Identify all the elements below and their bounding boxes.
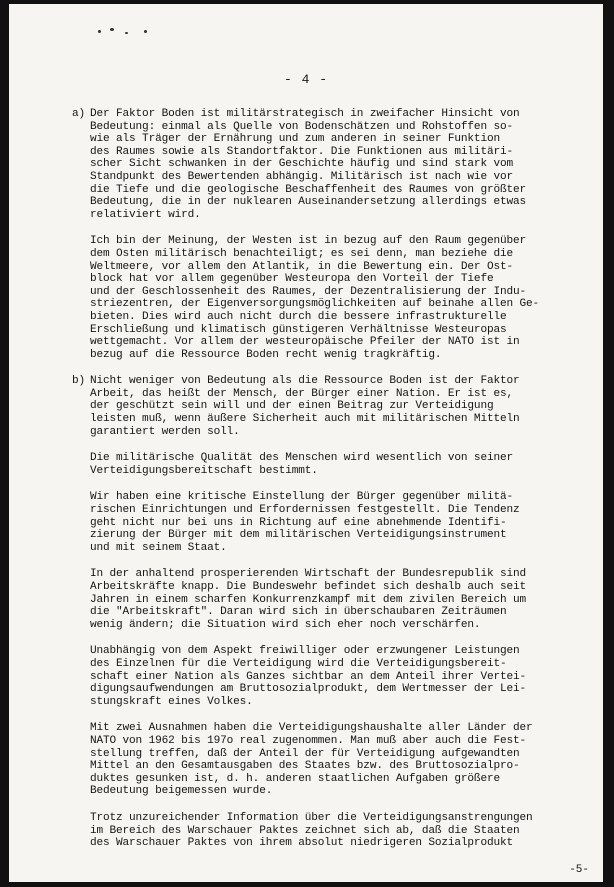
text-line: bezug auf die Ressource Boden recht wenig tragkräftig. xyxy=(90,348,442,361)
text-line: stellung treffen, daß der Anteil der für Verteidigung aufgewandten xyxy=(90,747,520,760)
text-line: und mit seinem Staat. xyxy=(90,541,227,554)
section-a xyxy=(72,108,592,375)
section-a-text xyxy=(90,108,592,375)
document-body xyxy=(72,108,592,864)
text-line: der geschützt sein will und der einen Beitrag zur Verteidigung xyxy=(90,400,494,413)
text-line: Bedeutung beigemessen wurde. xyxy=(90,785,273,798)
text-line: Bedeutung: einmal als Quelle von Bodenschätzen und Rohstoffen so- xyxy=(90,120,513,133)
text-line: relativiert wird. xyxy=(90,208,201,221)
text-line: wie als Träger der Ernährung und zum anderen in seiner Funktion xyxy=(90,133,500,146)
text-line: In der anhaltend prosperierenden Wirtschaft der Bundesrepublik sind xyxy=(90,568,526,581)
text-line: des Raumes sowie als Standortfaktor. Die Funktionen aus militäri- xyxy=(90,145,513,158)
text-line: schaft einer Nation als Ganzes sichtbar an dem Anteil ihrer Vertei- xyxy=(90,670,526,683)
text-line: Arbeit, das heißt der Mensch, der Bürger einer Nation. Er ist es, xyxy=(90,387,513,400)
text-line: Mit zwei Ausnahmen haben die Verteidigungshaushalte aller Länder der xyxy=(90,722,533,735)
text-line: striezentren, der Eigenversorgungsmöglichkeiten auf beinahe allen Ge- xyxy=(90,298,540,311)
text-line: Die militärische Qualität des Menschen wird wesentlich von seiner xyxy=(90,452,513,465)
text-line: rischen Einrichtungen und Erfordernissen festgestellt. Die Tendenz xyxy=(90,504,520,517)
text-line: die Tiefe und die geologische Beschaffenheit des Raumes von größter xyxy=(90,183,526,196)
text-line: bieten. Dies wird auch nicht durch die bessere infrastrukturelle xyxy=(90,310,507,323)
text-line: wenig ändern; die Situation wird sich eher noch verschärfen. xyxy=(90,618,481,631)
section-b xyxy=(72,375,592,863)
paragraph xyxy=(90,812,592,850)
text-line: Nicht weniger von Bedeutung als die Ressource Boden ist der Faktor xyxy=(90,375,520,388)
text-line: Unabhängig von dem Aspekt freiwilliger oder erzwungener Leistungen xyxy=(90,645,520,658)
text-line: Ich bin der Meinung, der Westen ist in bezug auf den Raum gegenüber xyxy=(90,235,526,248)
text-line: scher Sicht schwanken in der Geschichte häufig und sind stark vom xyxy=(90,158,513,171)
page-number: - 4 - xyxy=(283,72,328,87)
text-line: Jahren in einem scharfen Konkurrenzkampf mit dem zivilen Bereich um xyxy=(90,593,526,606)
text-line: des Warschauer Paktes von ihrem absolut niedrigeren Sozialprodukt xyxy=(90,837,513,850)
next-page-marker: -5- xyxy=(569,864,589,876)
text-line: Erschließung und klimatisch günstigeren Verhältnisse Westeuropas xyxy=(90,323,507,336)
text-line: Der Faktor Boden ist militärstrategisch in zweifacher Hinsicht von xyxy=(90,108,520,120)
text-line: Bedeutung, die in der nuklearen Auseinandersetzung allerdings etwas xyxy=(90,196,526,209)
section-b-marker: b) xyxy=(72,375,86,388)
text-line: Mittel an den Gesamtausgaben des Staates bzw. des Bruttosozialpro- xyxy=(90,760,520,773)
text-line: NATO von 1962 bis 197o real zugenommen. Man muß aber auch die Fest- xyxy=(90,734,526,747)
paragraph xyxy=(90,568,592,631)
section-a-marker: a) xyxy=(72,108,86,120)
text-line: Standpunkt des Bewertenden abhängig. Militärisch ist nach wie vor xyxy=(90,170,513,183)
text-line: Arbeitskräfte knapp. Die Bundeswehr befindet sich deshalb auch seit xyxy=(90,581,526,593)
paragraph xyxy=(90,722,592,798)
paragraph xyxy=(90,235,592,361)
text-line: garantiert werden soll. xyxy=(90,425,240,438)
text-line: Trotz unzureichender Information über die Verteidigungsanstrengungen xyxy=(90,811,533,824)
text-line: digungsaufwendungen am Bruttosozialprodukt, dem Wertmesser der Lei- xyxy=(90,683,526,696)
text-line: im Bereich des Warschauer Paktes zeichnet sich ab, daß die Staaten xyxy=(90,824,520,837)
paragraph xyxy=(90,452,592,477)
text-line: Weltmeere, vor allem den Atlantik, in die Bewertung ein. Der Ost- xyxy=(90,260,513,273)
text-line: wettgemacht. Vor allem der westeuropäische Pfeiler der NATO ist in xyxy=(90,336,520,349)
text-line: zierung der Bürger mit dem militärischen Verteidigungsinstrument xyxy=(90,529,507,542)
text-line: und der Geschlossenheit des Raumes, der Dezentralisierung der Indu- xyxy=(90,285,526,298)
text-line: stungskraft eines Volkes. xyxy=(90,695,253,708)
text-line: dem Osten militärisch benachteiligt; es sei denn, man beziehe die xyxy=(90,247,513,260)
text-line: des Einzelnen für die Verteidigung wird die Verteidigungsbereit- xyxy=(90,657,507,670)
paragraph xyxy=(90,108,592,221)
text-line: duktes gesunken ist, d. h. anderen staatlichen Aufgaben größere xyxy=(90,772,500,785)
paragraph xyxy=(90,375,592,438)
text-line: geht nicht nur bei uns in Richtung auf eine abnehmende Identifi- xyxy=(90,516,507,529)
paragraph xyxy=(90,491,592,554)
text-line: die "Arbeitskraft". Daran wird sich in überschaubaren Zeiträumen xyxy=(90,606,507,619)
text-line: Wir haben eine kritische Einstellung der Bürger gegenüber militä- xyxy=(90,491,513,504)
section-b-text xyxy=(90,375,592,863)
paragraph xyxy=(90,645,592,708)
text-line: block hat vor allem gegenüber Westeuropa den Vorteil der Tiefe xyxy=(90,273,494,286)
text-line: Verteidigungsbereitschaft bestimmt. xyxy=(90,464,318,477)
document-page xyxy=(9,4,603,882)
text-line: leisten muß, wenn äußere Sicherheit auch mit militärischen Mitteln xyxy=(90,413,520,426)
